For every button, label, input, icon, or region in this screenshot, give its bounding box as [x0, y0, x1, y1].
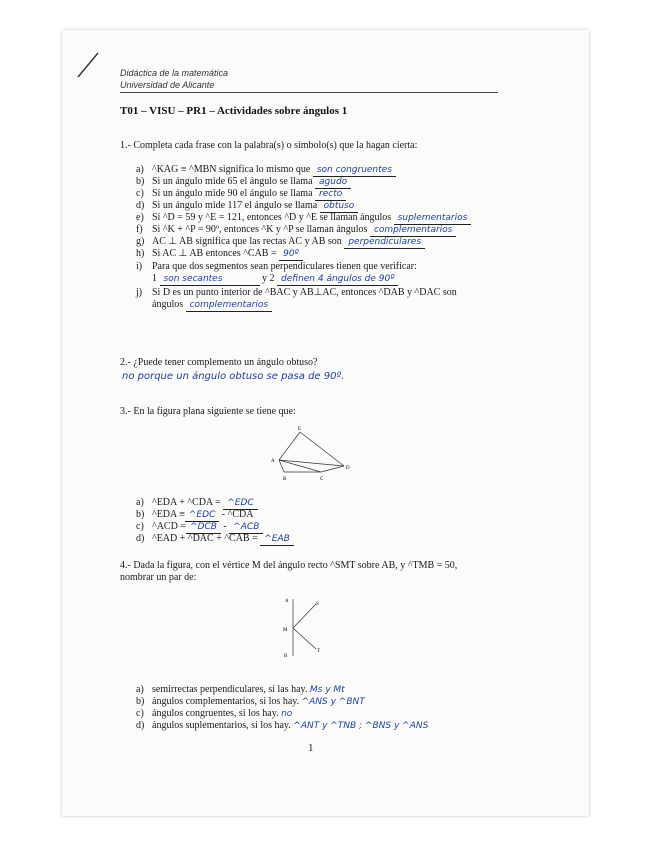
q1-answer-j: complementarios	[186, 299, 272, 312]
q3-label-a: A	[271, 459, 275, 464]
q4-intro-2: nombrar un par de:	[120, 572, 197, 583]
q4-label-b: B	[284, 654, 288, 659]
header-rule	[120, 92, 498, 93]
q1-answer-i1: son secantes	[160, 273, 260, 286]
q3-item-b: b) ^EDA ≡ ^EDC - ^CDA	[136, 509, 254, 520]
q4-label-m: M	[283, 628, 288, 633]
q1-item-j-line2: ángulos complementarios	[152, 299, 272, 312]
q1-item-i-line2: 1 son secantes y 2 definen 4 ángulos de 90º	[152, 273, 398, 286]
q1-item-j: j) Si D es un punto interior de ^BAC y AB⊥AC, entonces ^DAB y ^DAC son	[136, 287, 457, 298]
q4-item-d: d) ángulos suplementarios, si los hay. ^ANT y ^TNB ; ^BNS y ^ANS	[136, 720, 429, 731]
q3-item-d: d) ^EAD + ^DAC + ^CAB = ^EAB	[136, 533, 294, 546]
q1-item-h: h) Si AC ⊥ AB entonces ^CAB = 90º	[136, 248, 303, 261]
q1-answer-h: 90º	[279, 248, 303, 261]
q1-item-e: e) Si ^D = 59 y ^E = 121, entonces ^D y ^E se llaman ángulos suplementarios	[136, 212, 471, 225]
q3-answer-c2: ^ACB	[229, 521, 263, 534]
q1-item-d: d) Si un ángulo mide 117 el ángulo se llama obtuso	[136, 200, 358, 213]
q1-item-a: a) ^KAG ≡ ^MBN significa lo mismo que son congruentes	[136, 164, 396, 177]
q1-answer-g: perpendiculares	[344, 236, 425, 249]
q3-label-b: B	[283, 477, 287, 482]
q3-answer-c1: ^DCB	[186, 521, 221, 534]
q3-item-a: a) ^EDA + ^CDA = ^EDC	[136, 497, 258, 510]
q1-answer-e: suplementarios	[394, 212, 472, 225]
header-line-1: Didáctica de la matemática	[120, 68, 229, 78]
q1-answer-c: recto	[315, 188, 346, 201]
q4-label-a: A	[285, 599, 289, 604]
q1-item-g: g) AC ⊥ AB significa que las rectas AC y AB son perpendiculares	[136, 236, 425, 249]
pencil-mark	[72, 50, 102, 80]
page-number: 1	[308, 742, 314, 754]
q4-answer-b: ^ANS y ^BNT	[301, 697, 365, 707]
q3-answer-b: ^EDC	[185, 509, 219, 522]
q4-item-b: b) ángulos complementarios, si los hay. ^ANS y ^BNT	[136, 696, 365, 707]
q1-item-i: i) Para que dos segmentos sean perpendiculares tienen que verificar:	[136, 261, 417, 272]
q4-answer-d: ^ANT y ^TNB ; ^BNS y ^ANS	[293, 721, 429, 731]
q3-answer-a: ^EDC	[223, 497, 257, 510]
q4-item-c: c) ángulos congruentes, si los hay. no	[136, 708, 293, 719]
q3-answer-d: ^EAB	[260, 533, 294, 546]
q1-answer-b: agudo	[315, 176, 351, 189]
q3-item-c: c) ^ACD = ^DCB - ^ACB	[136, 521, 263, 534]
q4-intro-1: 4.- Dada la figura, con el vértice M del ángulo recto ^SMT sobre AB, y ^TMB = 50,	[120, 560, 458, 571]
q1-answer-i2: definen 4 ángulos de 90º	[277, 273, 398, 286]
q1-intro: 1.- Completa cada frase con la palabra(s) o símbolo(s) que la hagan cierta:	[120, 140, 418, 151]
q3-label-c: C	[320, 477, 324, 482]
q4-figure	[280, 594, 336, 664]
q4-item-a: a) semirrectas perpendiculares, si las hay. Ms y Mt	[136, 684, 345, 695]
q3-label-e: E	[298, 427, 302, 432]
q3-figure	[267, 425, 359, 485]
q2-answer: no porque un ángulo obtuso se pasa de 90º.	[122, 371, 345, 382]
page-title: T01 – VISU – PR1 – Actividades sobre ángulos 1	[120, 105, 348, 117]
q2-question: 2.- ¿Puede tener complemento un ángulo obtuso?	[120, 357, 318, 368]
q3-label-d: D	[346, 466, 350, 471]
q4-label-s: S	[316, 602, 319, 607]
q1-item-b: b) Si un ángulo mide 65 el ángulo se llama agudo	[136, 176, 351, 189]
q4-answer-a: Ms y Mt	[309, 685, 345, 695]
paper-sheet	[62, 30, 589, 816]
q1-item-f: f) Si ^K + ^P = 90º, entonces ^K y ^P se llaman ángulos complementarios	[136, 224, 456, 237]
q1-answer-f: complementarios	[370, 224, 456, 237]
header-line-2: Universidad de Alicante	[120, 80, 215, 90]
q1-item-c: c) Si un ángulo mide 90 el ángulo se llama recto	[136, 188, 346, 201]
q1-answer-a: son congruentes	[313, 164, 396, 177]
q4-answer-c: no	[281, 709, 293, 719]
q4-label-t: T	[317, 649, 321, 654]
q3-intro: 3.- En la figura plana siguiente se tiene que:	[120, 406, 296, 417]
q1-answer-d: obtuso	[320, 200, 359, 213]
